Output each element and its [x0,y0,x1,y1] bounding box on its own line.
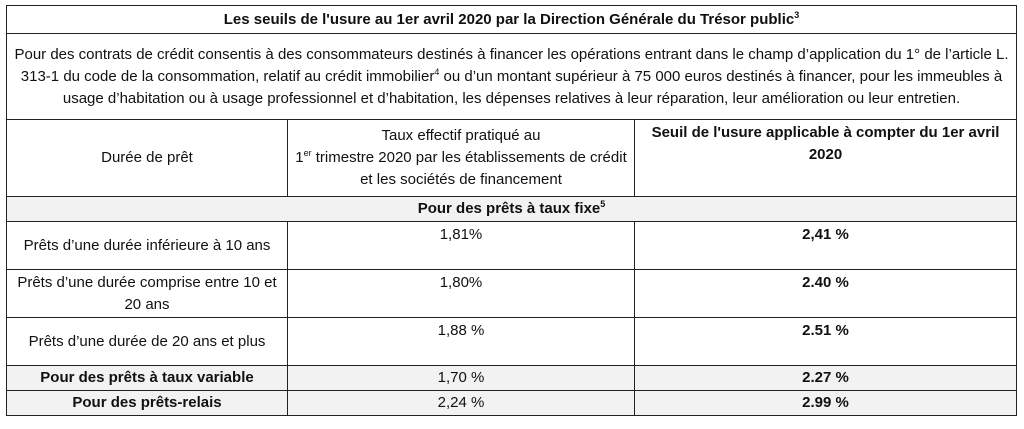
row-label: Prêts d’une durée inférieure à 10 ans [7,222,288,270]
section-fixed-rate [7,197,1017,222]
table-row [7,366,1017,391]
row-rate: 1,88 % [288,318,635,366]
row-rate: 1,81% [288,222,635,270]
footnote-ref: 5 [600,199,606,209]
row-threshold: 2.51 % [635,318,1017,366]
table-row [7,270,1017,318]
row-threshold: 2.27 % [635,366,1017,391]
usury-thresholds-table [6,5,1017,416]
section-text: Pour des prêts à taux fixe [417,200,601,217]
intro-paragraph [7,34,1017,120]
row-rate: 1,80% [288,270,635,318]
header-text: 1 [295,149,304,166]
footnote-ref: 4 [434,66,440,77]
row-threshold: 2,41 % [635,222,1017,270]
header-effective-rate [288,120,635,197]
row-label: Prêts d’une durée de 20 ans et plus [7,318,288,366]
title-text: Les seuils de l'usure au 1er avril 2020 par la Direction Générale du Trésor public [223,10,795,28]
row-label: Prêts d’une durée comprise entre 10 et 20 ans [7,270,288,318]
footnote-ref: 3 [794,9,800,20]
header-text: Taux effectif pratiqué au [381,127,541,144]
intro-text: Pour des contrats de crédit consentis à des consommateurs destinés à financer les opérations entrant dans le champ d’application du 1° de l’article L. 313-1 du code de la consommation, relatif au crédit immobilier [14,45,1009,85]
header-usury-threshold: Seuil de l'usure applicable à compter du 1er avril 2020 [635,120,1017,197]
header-row [7,120,1017,197]
section-label [7,197,1017,222]
intro-text: ou d’un montant supérieur à 75 000 euros destinés à financer, pour les immeubles à usage d’habitation ou à usage professionnel et d’habitation, les dépenses relatives à leur réparation, leur amélioration ou leur entretien. [62,67,1003,107]
table-row [7,222,1017,270]
row-threshold: 2.99 % [635,391,1017,416]
table-row [7,318,1017,366]
row-label: Pour des prêts à taux variable [7,366,288,391]
header-text: trimestre 2020 par les établissements de crédit et les sociétés de financement [311,149,627,188]
row-rate: 2,24 % [288,391,635,416]
header-loan-duration: Durée de prêt [7,120,288,197]
row-threshold: 2.40 % [635,270,1017,318]
table-row [7,391,1017,416]
row-rate: 1,70 % [288,366,635,391]
row-label: Pour des prêts-relais [7,391,288,416]
ordinal-sup: er [303,148,312,158]
table-title [7,6,1017,34]
